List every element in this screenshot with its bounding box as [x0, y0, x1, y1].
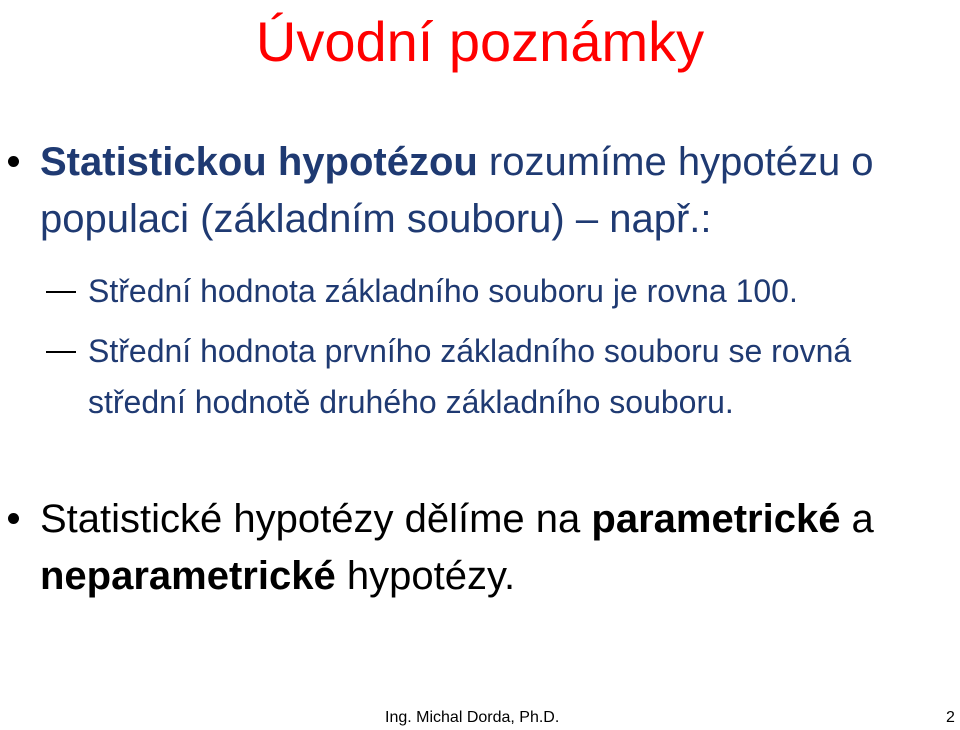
sub-bullet-text: Střední hodnota základního souboru je rovna 100.: [88, 273, 798, 309]
sub-bullet-text: Střední hodnota prvního základního souboru se rovná střední hodnotě druhého základního souboru.: [88, 333, 852, 420]
bullet-hypothesis-types: [40, 491, 940, 605]
sub-bullet-means-equal: [88, 326, 918, 428]
bullet-text-before: Statistické hypotézy dělíme na: [40, 497, 592, 541]
dash-icon: [46, 291, 76, 293]
slide-title: Úvodní poznámky: [255, 10, 705, 73]
bullet-hypothesis-definition: [40, 134, 940, 248]
footer-author: Ing. Michal Dorda, Ph.D.: [385, 709, 560, 726]
bullet-text-after: hypotézy.: [335, 554, 516, 598]
page-number: 2: [946, 709, 955, 726]
bullet-text: rozumíme hypotézu o populaci (základním souboru) – např.:: [40, 140, 874, 241]
bullet-dot-icon: [8, 156, 19, 167]
bullet-bold-nonparametric: neparametrické: [40, 554, 336, 598]
bullet-bold-parametric: parametrické: [591, 497, 841, 541]
bullet-text-middle: a: [840, 497, 874, 541]
bullet-dot-icon: [8, 513, 19, 524]
dash-icon: [46, 351, 76, 353]
sub-bullet-mean-100: [88, 266, 918, 317]
bullet-bold-term: Statistickou hypotézou: [40, 140, 478, 184]
